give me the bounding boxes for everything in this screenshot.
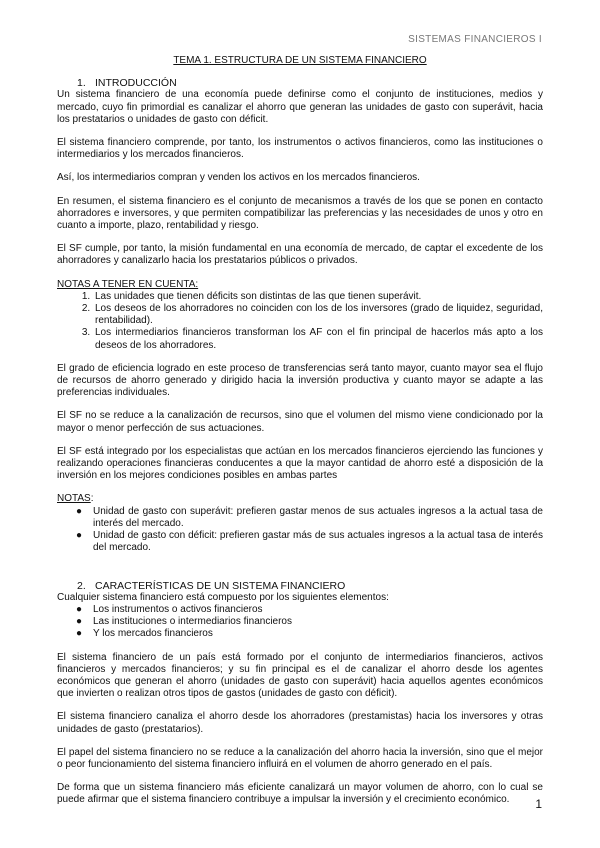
elements-list xyxy=(57,604,543,641)
bullet-icon: ● xyxy=(76,505,83,517)
list-item-text: Y los mercados financieros xyxy=(93,628,213,640)
list-item: 1. Las unidades que tienen déficits son distintas de las que tienen superávit. xyxy=(93,291,543,303)
paragraph: El SF cumple, por tanto, la misión fundamental en una economía de mercado, de captar el excedente de los ahorradores y canalizarlo hacia los prestatarios públicos o privados. xyxy=(57,243,543,267)
list-item-text: Unidad de gasto con superávit: prefieren gastar menos de sus actuales ingresos a la actual tasa de interés del mercado. xyxy=(93,505,543,529)
notas-heading: NOTAS xyxy=(57,493,91,505)
list-item-text: Los instrumentos o activos financieros xyxy=(93,603,263,615)
section-1-title: INTRODUCCIÓN xyxy=(95,77,177,90)
paragraph: Un sistema financiero de una economía puede definirse como el conjunto de instituciones, medios y mercado, cuyo fin primordial es canalizar el ahorro que generan las unidades de gasto con superávit, hacia los prestatarios o unidades de gasto con déficit. xyxy=(57,89,543,125)
spacer xyxy=(57,566,543,580)
document-title: TEMA 1. ESTRUCTURA DE UN SISTEMA FINANCIERO xyxy=(173,55,427,66)
list-item xyxy=(76,530,543,554)
notas-colon: : xyxy=(90,493,94,505)
paragraph: De forma que un sistema financiero más eficiente canalizará un mayor volumen de ahorro, con lo cual se puede afirmar que el sistema financiero contribuye a impulsar la inversión y el crecimiento económico. xyxy=(57,782,543,806)
paragraph: El SF está integrado por los especialistas que actúan en los mercados financieros ejerciendo las funciones y realizando operaciones financieras conducentes a que la mayor cantidad de ahorro esté a disposición de la inversión en los mejores condiciones posibles en ambas partes xyxy=(57,445,543,482)
list-item xyxy=(76,603,543,616)
bullet-icon: ● xyxy=(76,530,83,542)
paragraph: El sistema financiero de un país está formado por el conjunto de intermediarios financieros, activos financieros y mercados financieros; y su fin principal es el de canalizar el ahorro desde los agentes económicos que generan el ahorro (unidades de gasto con superávit) hacia aquellos agentes económicos que invierten o realizan otros tipos de gastos (unidades de gasto con déficit). xyxy=(57,651,543,700)
list-item: 2. Los deseos de los ahorradores no coinciden con los de los inversores (grado de liquidez, seguridad, rentabilidad). xyxy=(93,303,543,327)
section-2-title: CARACTERÍSTICAS DE UN SISTEMA FINANCIERO xyxy=(95,579,346,592)
section-1-number: 1. xyxy=(77,77,86,90)
paragraph: El papel del sistema financiero no se reduce a la canalización del ahorro hacia la inversión, sino que el mejor o peor funcionamiento del sistema financiero influirá en el volumen de ahorro generado en el país. xyxy=(57,746,543,770)
list-item xyxy=(76,616,543,628)
notes-heading: NOTAS A TENER EN CUENTA: xyxy=(57,278,199,290)
paragraph: El SF no se reduce a la canalización de recursos, sino que el volumen del mismo viene condicionado por la mayor o menor perfección de sus actuaciones. xyxy=(57,410,543,434)
section-1-heading xyxy=(57,77,543,89)
paragraph: Así, los intermediarios compran y venden los activos en los mercados financieros. xyxy=(57,172,420,184)
list-item-text: Unidad de gasto con déficit: prefieren gastar más de sus actuales ingresos a la actual tasa de interés del mercado. xyxy=(93,530,543,554)
section-2-heading xyxy=(57,580,543,592)
running-header: SISTEMAS FINANCIEROS I xyxy=(408,34,542,45)
paragraph: Cualquier sistema financiero está compuesto por los siguientes elementos: xyxy=(57,591,389,603)
paragraph: En resumen, el sistema financiero es el conjunto de mecanismos a través de los que se ponen en contacto ahorradores e inversores, y que permiten compatibilizar las preferencias y las necesidades de unos y otro en cuanto a importe, plazo, rentabilidad y riesgo. xyxy=(57,195,543,232)
section-2-number: 2. xyxy=(77,579,86,592)
page-number: 1 xyxy=(535,797,542,811)
bullet-icon: ● xyxy=(76,616,83,628)
page-content xyxy=(57,55,543,818)
bullet-icon: ● xyxy=(76,603,83,615)
list-item xyxy=(76,628,543,640)
list-item xyxy=(76,505,543,530)
paragraph: El sistema financiero comprende, por tanto, los instrumentos o activos financieros, como las instituciones o intermediarios y los mercados financieros. xyxy=(57,137,543,161)
list-item-text: Las instituciones o intermediarios financieros xyxy=(93,616,292,628)
paragraph: El sistema financiero canaliza el ahorro desde los ahorradores (prestamistas) hacia los inversores y otras unidades de gasto (prestatarios). xyxy=(57,711,543,735)
paragraph: El grado de eficiencia logrado en este proceso de transferencias será tanto mayor, cuanto mayor sea el flujo de recursos de ahorro generado y dirigido hacia la inversión productiva y cuanto mayor se adapte a las preferencias individuales. xyxy=(57,362,543,399)
notas-heading-line xyxy=(57,493,543,505)
bullet-icon: ● xyxy=(76,628,83,640)
notas-list xyxy=(57,506,543,555)
list-item: 3. Los intermediarios financieros transforman los AF con el fin principal de hacerlos más apto a los deseos de los ahorradores. xyxy=(93,327,543,351)
notes-list xyxy=(57,291,543,352)
